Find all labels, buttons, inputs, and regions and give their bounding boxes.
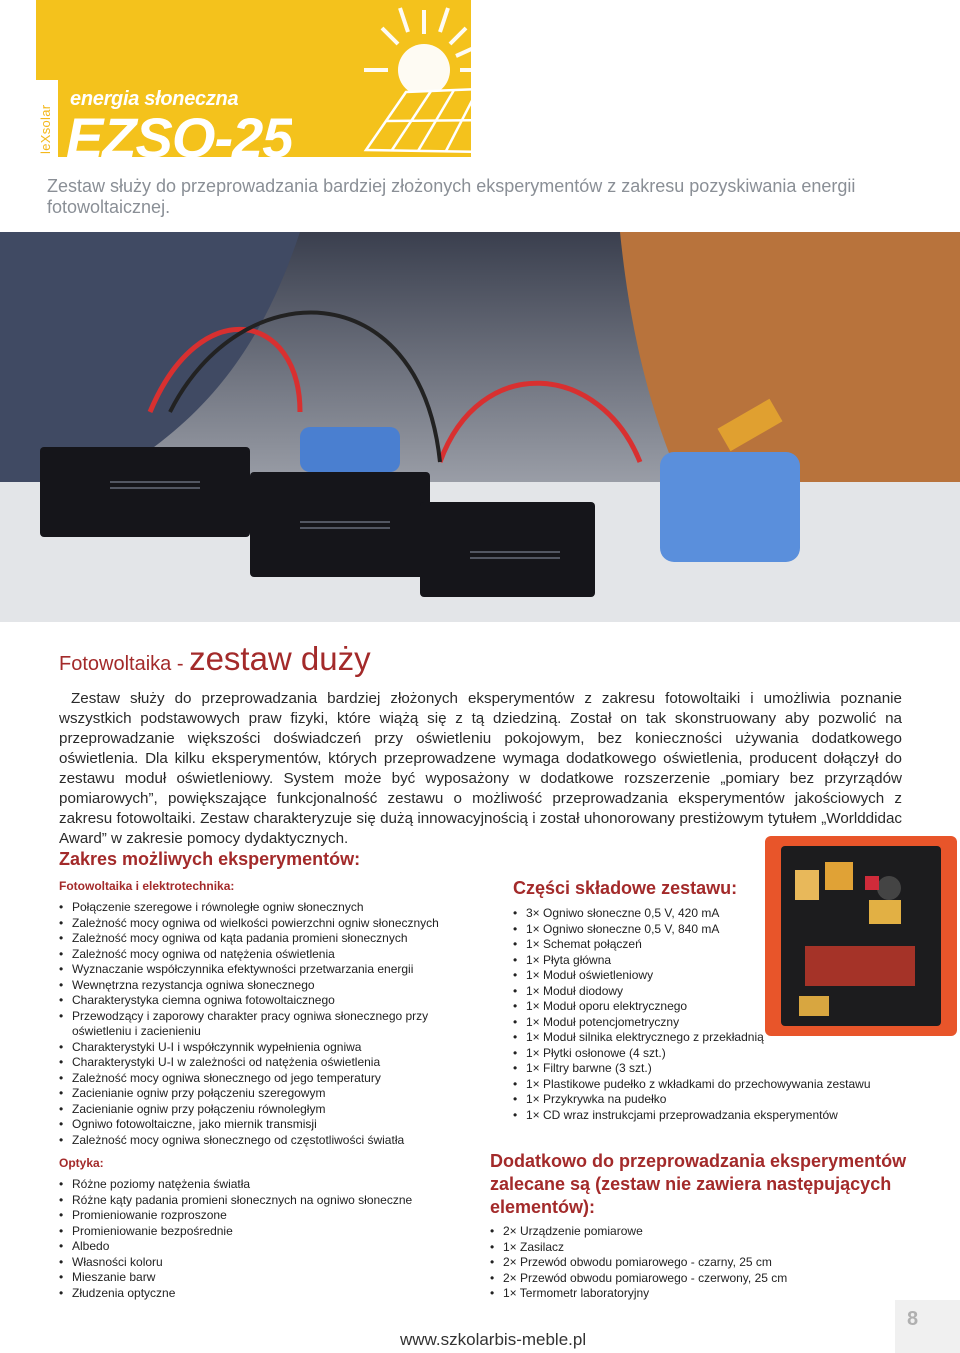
- list-item: • Promieniowanie rozproszone: [59, 1208, 477, 1224]
- list-item: • 1× Filtry barwne (3 szt.): [513, 1061, 913, 1077]
- brand-logo: [36, 80, 58, 157]
- list-item: • 1× Termometr laboratoryjny: [490, 1286, 910, 1302]
- additional-list: [490, 1224, 910, 1302]
- list-item: • Mieszanie barw: [59, 1270, 477, 1286]
- list-item: • 1× Przykrywka na pudełko: [513, 1092, 913, 1108]
- list-item: • 3× Ogniwo słoneczne 0,5 V, 420 mA: [513, 906, 913, 922]
- intro-text: Zestaw służy do przeprowadzania bardziej złożonych eksperymentów z zakresu pozyskiwania energii fotowoltaicznej.: [47, 176, 856, 217]
- list-item: • 1× Moduł silnika elektrycznego z przekładnią: [513, 1030, 913, 1046]
- list-item: • Połączenie szeregowe i równoległe ogniw słonecznych: [59, 900, 477, 916]
- list-item: • Własności koloru: [59, 1255, 477, 1271]
- list-item: • Albedo: [59, 1239, 477, 1255]
- parts-heading: Części składowe zestawu:: [513, 878, 738, 898]
- list-item: • Charakterystyka ciemna ogniwa fotowoltaicznego: [59, 993, 477, 1009]
- list-item: • 1× CD wraz instrukcjami przeprowadzania eksperymentów: [513, 1108, 913, 1124]
- optics-subheading: Optyka:: [59, 1156, 104, 1170]
- list-item: • 1× Plastikowe pudełko z wkładkami do przechowywania zestawu: [513, 1077, 913, 1093]
- additional-heading: Dodatkowo do przeprowadzania eksperymentów zalecane są (zestaw nie zawiera następujących elementów):: [490, 1151, 907, 1217]
- list-item: • Zależność mocy ogniwa od natężenia oświetlenia: [59, 947, 477, 963]
- optics-experiments-list: [59, 1177, 477, 1301]
- page-title: [59, 640, 371, 678]
- list-item: • Promieniowanie bezpośrednie: [59, 1224, 477, 1240]
- experiments-heading: Zakres możliwych eksperymentów:: [59, 849, 361, 869]
- description-paragraph: Zestaw służy do przeprowadzania bardziej złożonych eksperymentów z zakresu fotowoltaiki i umożliwia poznanie wszystkich podstawowych praw fizyki, które wiążą się z tą dziedziną. Został on tak skonstruowany aby pozwolić na przeprowadzanie większości doświadczeń przy oświetleniu pokojowym, bez konieczności używania dodatkowego oświetlenia. Dla kilku eksperymentów, których przeprowadzene wymaga dodatkowego oświetlenia, producent dołączył do zestawu moduł oświetleniowy. System może być wyposażony w dodatkowe rozszerzenie „pomiary bez przyrządów pomiarowych”, powiększające funkcjonalność zestawu o możliwość przeprowadzania eksperymentów jakościowych z zakresu fotowoltaiki. Zestaw charakteryzuje się dużą innowacyjnością i został uhonorowany prestiżowym tytułem „Worlddidac Award” w zakresie pomocy dydaktycznych.: [59, 690, 902, 847]
- students-experiment-photo: [0, 232, 960, 622]
- list-item: • 1× Moduł oświetleniowy: [513, 968, 913, 984]
- sun-solar-panel-icon: [336, 0, 471, 157]
- list-item: • Zależność mocy ogniwa od wielkości powierzchni ogniw słonecznych: [59, 916, 477, 932]
- list-item: • 2× Urządzenie pomiarowe: [490, 1224, 910, 1240]
- title-part1: Fotowoltaika: [59, 653, 172, 675]
- list-item: • 1× Płytki osłonowe (4 szt.): [513, 1046, 913, 1062]
- list-item: • Różne poziomy natężenia światła: [59, 1177, 477, 1193]
- list-item: • Przewodzący i zaporowy charakter pracy ogniwa słonecznego przy oświetleniu i zacienieniu: [59, 1009, 477, 1040]
- title-part2: zestaw duży: [189, 640, 371, 677]
- list-item: • 1× Ogniwo słoneczne 0,5 V, 840 mA: [513, 922, 913, 938]
- list-item: • 1× Moduł diodowy: [513, 984, 913, 1000]
- page-number: 8: [907, 1308, 919, 1330]
- list-item: • Zależność mocy ogniwa słonecznego od jego temperatury: [59, 1071, 477, 1087]
- page-number-box: [895, 1300, 960, 1353]
- list-item: • 1× Zasilacz: [490, 1240, 910, 1256]
- list-item: • 1× Płyta główna: [513, 953, 913, 969]
- list-item: • Zależność mocy ogniwa od kąta padania promieni słonecznych: [59, 931, 477, 947]
- list-item: • Złudzenia optyczne: [59, 1286, 477, 1302]
- pv-experiments-list: [59, 900, 477, 1148]
- list-item: • 2× Przewód obwodu pomiarowego - czarny, 25 cm: [490, 1255, 910, 1271]
- title-separator: -: [171, 653, 190, 675]
- list-item: • Zacienianie ogniw przy połączeniu szeregowym: [59, 1086, 477, 1102]
- list-item: • Zacienianie ogniw przy połączeniu równoległym: [59, 1102, 477, 1118]
- footer-url[interactable]: www.szkolarbis-meble.pl: [400, 1330, 587, 1349]
- list-item: • 1× Moduł oporu elektrycznego: [513, 999, 913, 1015]
- header-banner: [36, 0, 471, 157]
- list-item: • Różne kąty padania promieni słonecznych na ogniwo słoneczne: [59, 1193, 477, 1209]
- parts-list: [513, 906, 913, 1123]
- header-subtitle: energia słoneczna: [70, 88, 239, 110]
- list-item: • 1× Schemat połączeń: [513, 937, 913, 953]
- pv-subheading: Fotowoltaika i elektrotechnika:: [59, 879, 235, 893]
- brand-text: leXsolar: [38, 104, 53, 154]
- list-item: • Zależność mocy ogniwa słonecznego od częstotliwości światła: [59, 1133, 477, 1149]
- list-item: • 1× Moduł potencjometryczny: [513, 1015, 913, 1031]
- list-item: • Charakterystyki U-I i współczynnik wypełnienia ogniwa: [59, 1040, 477, 1056]
- product-code: EZSO-25: [66, 108, 293, 157]
- list-item: • Wyznaczanie współczynnika efektywności przetwarzania energii: [59, 962, 477, 978]
- list-item: • Ogniwo fotowoltaiczne, jako miernik transmisji: [59, 1117, 477, 1133]
- list-item: • Charakterystyki U-I w zależności od natężenia oświetlenia: [59, 1055, 477, 1071]
- list-item: • Wewnętrzna rezystancja ogniwa słonecznego: [59, 978, 477, 994]
- list-item: • 2× Przewód obwodu pomiarowego - czerwony, 25 cm: [490, 1271, 910, 1287]
